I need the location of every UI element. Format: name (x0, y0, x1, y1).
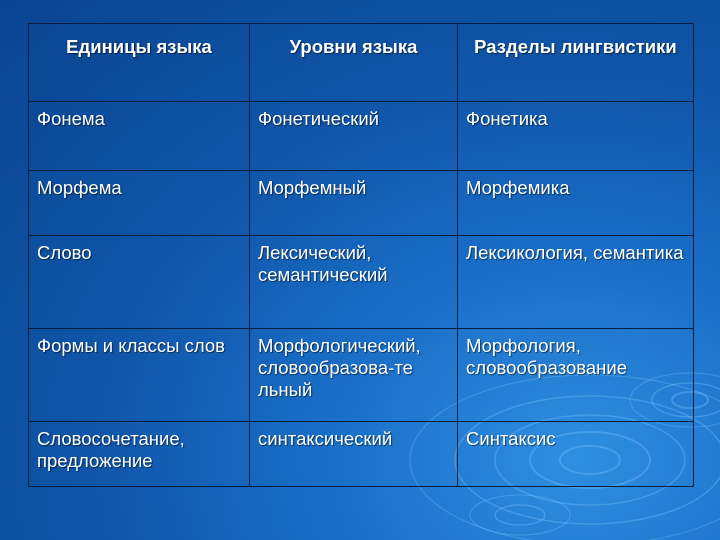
table-cell: Синтаксис (458, 422, 694, 487)
header-row (29, 24, 694, 102)
table-cell: Морфология, словообразование (458, 329, 694, 422)
table-cell: Фонетика (458, 102, 694, 171)
linguistics-table (28, 23, 694, 487)
table-row (29, 236, 694, 329)
table-cell: Фонетический (250, 102, 458, 171)
header-units: Единицы языка (29, 24, 250, 102)
header-levels: Уровни языка (250, 24, 458, 102)
table-row (29, 329, 694, 422)
table-cell: Морфологический, словообразова-те льный (250, 329, 458, 422)
table-cell: Лексикология, семантика (458, 236, 694, 329)
table-row (29, 171, 694, 236)
table-cell: Морфема (29, 171, 250, 236)
table-cell: синтаксический (250, 422, 458, 487)
table-cell: Лексический, семантический (250, 236, 458, 329)
header-sections: Разделы лингвистики (458, 24, 694, 102)
table-cell: Морфемный (250, 171, 458, 236)
table-row (29, 102, 694, 171)
table-cell: Фонема (29, 102, 250, 171)
table-cell: Словосочетание, предложение (29, 422, 250, 487)
table-cell: Слово (29, 236, 250, 329)
table-cell: Морфемика (458, 171, 694, 236)
table-row (29, 422, 694, 487)
table-cell: Формы и классы слов (29, 329, 250, 422)
